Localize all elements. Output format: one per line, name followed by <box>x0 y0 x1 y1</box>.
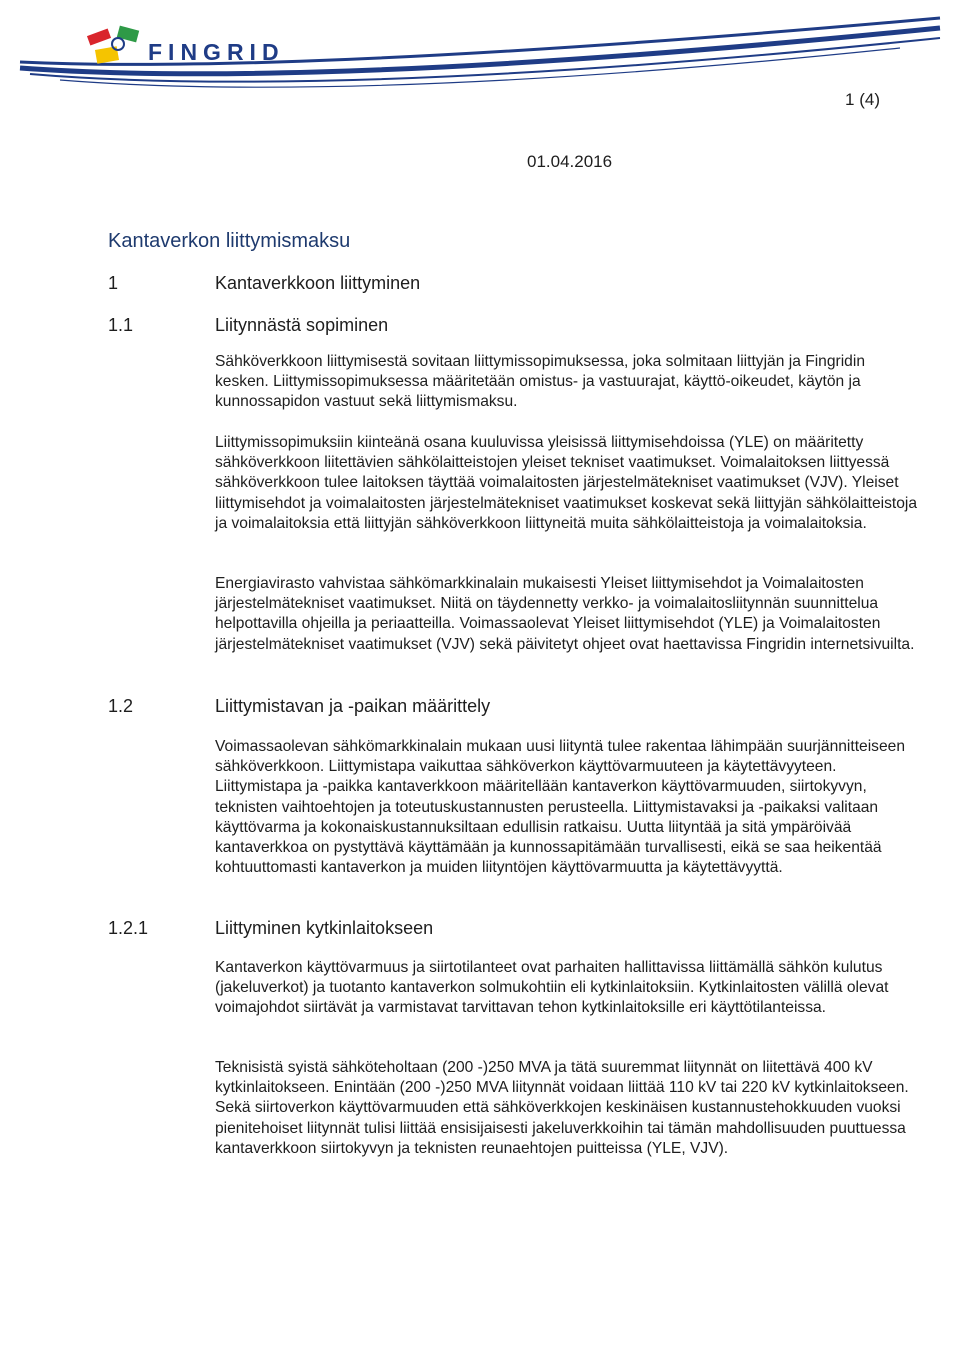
section-title: Liittyminen kytkinlaitokseen <box>215 918 434 938</box>
paragraph: Teknisistä syistä sähköteholtaan (200 -)250 MVA ja tätä suuremmat liitynnät on liitettävä 400 kV kytkinlaitokseen. Enintään (200 -)250 MVA liitynnät voidaan liittää 110 kV tai 220 kV kytkinlaitokseen. Sekä siirtoverkon käyttövarmuuden että sähköverkkojen keskinäisen kustannustehokkuuden vuoksi pienitehoiset liitynnät tulisi liittää ensisijaisesti jakeluverkkoihin tai tämän mahdollisuuden puuttuessa kantaverkkoon siirtokyvyn ja teknisten reunaehtojen puitteissa (YLE, VJV). <box>215 1059 909 1157</box>
paragraph: Voimassaolevan sähkömarkkinalain mukaan uusi liityntä tulee rakentaa lähimpään suurjännitteiseen sähköverkkoon. Liittymistapa vaikuttaa sähköverkon käyttövarmuuteen ja käytettävyyteen. Liittymistapa ja -paikka kantaverkkoon määritellään kantaverkon käyttövarmuuden, siirtokyvyn, teknisten vaihtoehtojen ja toteutuskustannusten perusteella. Liittymistavaksi ja -paikaksi valitaan käyttövarma ja kokonaiskustannuksiltaan edullisin ratkaisu. Uutta liityntää ja sitä ympäröivää kantaverkkoa on pystyttävä käyttämään ja kunnossapitämään turvallisesti, eikä se saa heikentää kohtuuttomasti kantaverkon ja muiden liityntöjen käyttövarmuutta ja käytettävyyttä. <box>215 738 905 877</box>
paragraph: Sähköverkkoon liittymisestä sovitaan liittymissopimuksessa, joka solmitaan liittyjän ja Fingridin kesken. Liittymissopimuksessa määritetään omistus- ja vastuurajat, käyttö-oikeudet, käytön ja kunnossapidon vastuut sekä liittymismaksu. <box>215 353 865 411</box>
section-number: 1 <box>108 273 119 293</box>
section-title: Liitynnästä sopiminen <box>215 315 389 335</box>
page-number: 1 (4) <box>845 90 880 109</box>
section-number: 1.2.1 <box>108 918 149 938</box>
section-title: Liittymistavan ja -paikan määrittely <box>215 696 491 716</box>
logo-graphic <box>0 0 960 110</box>
section-number: 1.2 <box>108 696 134 716</box>
fingrid-logo <box>0 0 960 110</box>
section-number: 1.1 <box>108 315 134 335</box>
paragraph: Kantaverkon käyttövarmuus ja siirtotilanteet ovat parhaiten hallittavissa liittämällä sähkön kulutus (jakeluverkot) ja tuotanto kantaverkon solmukohtiin eli kytkinlaitoksiin. Kytkinlaitosten välillä olevat voimajohdot siirtävät ja varmistavat tarvittavan tehon kytkinlaitoksille eri käyttötilanteissa. <box>215 959 889 1017</box>
document-date: 01.04.2016 <box>527 152 613 171</box>
document-title: Kantaverkon liittymismaksu <box>108 230 351 252</box>
brand-name: FINGRID <box>148 39 285 65</box>
paragraph: Energiavirasto vahvistaa sähkömarkkinalain mukaisesti Yleiset liittymisehdot ja Voimalaitosten järjestelmätekniset vaatimukset. Niitä on täydennetty verkko- ja voimalaitosliitynnän suunnittelua helpottavilla ohjeilla ja periaatteilla. Voimassaolevat Yleiset liittymisehdot (YLE) ja Voimalaitosten järjestelmätekniset vaatimukset (VJV) sekä päivitetyt ohjeet ovat haettavissa Fingridin internetsivuilta. <box>215 575 915 653</box>
paragraph: Liittymissopimuksiin kiinteänä osana kuuluvissa yleisissä liittymisehdoissa (YLE) on määritetty sähköverkkoon liitettävien sähkölaitteistojen yleiset tekniset vaatimukset. Voimalaitoksen liittyessä sähköverkkoon tulee laitoksen täyttää voimalaitosten järjestelmätekniset vaatimukset (VJV). Yleiset liittymisehdot ja voimalaitosten järjestelmätekniset vaatimukset koskevat sekä liittyjän sähkölaitteistoja ja voimalaitoksia että liittyjän sähköverkkoon liittyneitä muita sähkölaitteistoja ja voimalaitoksia. <box>215 434 918 532</box>
section-title: Kantaverkkoon liittyminen <box>215 273 421 293</box>
